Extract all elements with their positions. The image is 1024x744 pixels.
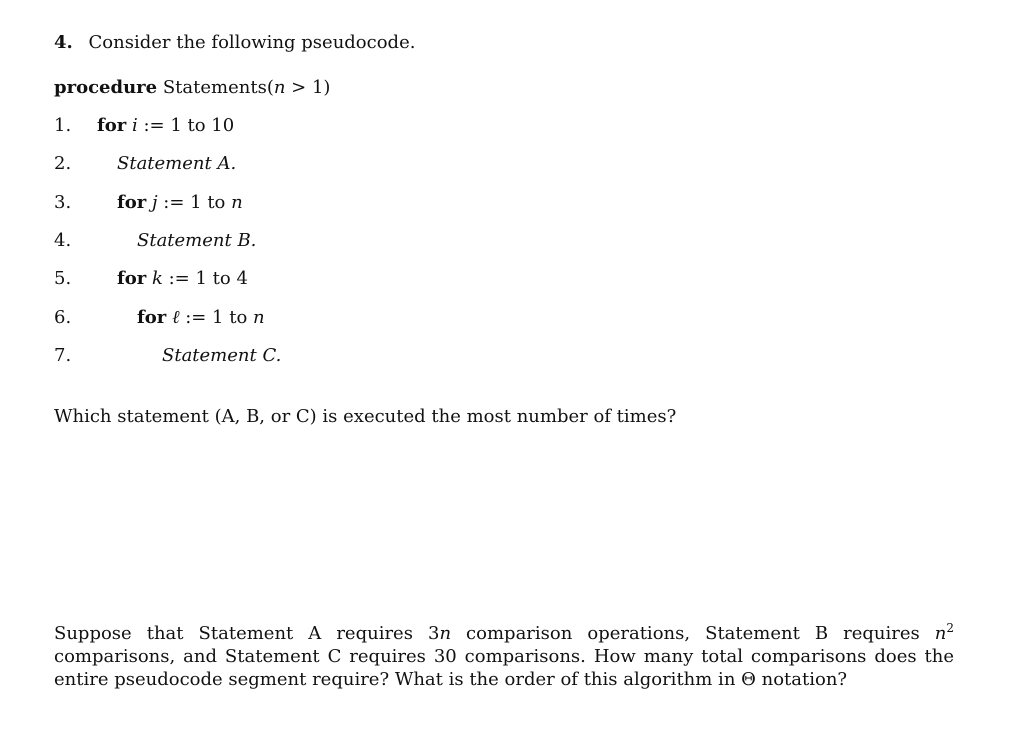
var-n: n — [439, 623, 452, 644]
for-keyword: for — [97, 115, 127, 136]
code-line-1 — [97, 117, 234, 135]
code-line-5 — [117, 270, 248, 288]
line-number: 5. — [54, 268, 72, 289]
for-keyword: for — [137, 307, 167, 328]
loop-range: := 1 to — [157, 192, 232, 213]
for-keyword: for — [117, 192, 147, 213]
procedure-line — [54, 79, 330, 97]
problem-header — [54, 34, 415, 52]
line-number: 1. — [54, 115, 72, 136]
question-2: Suppose that Statement A requires 3n comparison operations, Statement B requires $n^2$ comparisons, and Statement C requires 30 comparisons. How many total comparisons does the entire pseudocode segment require? What is the order of this algorithm in Θ notation? — [54, 621, 955, 690]
loop-range: := 1 to 10 — [137, 115, 235, 136]
line-number: 2. — [54, 153, 72, 174]
line-number: 4. — [54, 230, 72, 251]
loop-range: := 1 to — [179, 307, 254, 328]
var-n: n — [934, 623, 947, 644]
procedure-name: Statements — [162, 77, 267, 98]
question-1: Which statement (A, B, or C) is executed the most number of times? — [54, 406, 677, 427]
statement-c: Statement C. — [162, 345, 282, 366]
loop-end-var: n — [253, 307, 265, 328]
line-number: 3. — [54, 192, 72, 213]
exponent: 2 — [946, 621, 955, 635]
line-number: 6. — [54, 307, 72, 328]
procedure-param-rest: > 1) — [285, 77, 331, 98]
loop-var: i — [131, 115, 138, 136]
statement-b: Statement B. — [137, 230, 257, 251]
procedure-param-open: ( — [266, 77, 274, 98]
loop-var: ℓ — [171, 307, 180, 328]
code-line-3 — [117, 194, 243, 212]
loop-var: j — [151, 192, 158, 213]
line-number: 7. — [54, 345, 72, 366]
loop-var: k — [151, 268, 163, 289]
code-line-6 — [137, 309, 265, 327]
problem-number: 4. — [54, 32, 73, 53]
problem-intro: Consider the following pseudocode. — [88, 32, 416, 53]
for-keyword: for — [117, 268, 147, 289]
procedure-param-var: n — [273, 77, 286, 98]
procedure-keyword: procedure — [54, 77, 158, 98]
loop-end-var: n — [231, 192, 243, 213]
statement-a: Statement A. — [117, 153, 237, 174]
loop-range: := 1 to 4 — [162, 268, 248, 289]
